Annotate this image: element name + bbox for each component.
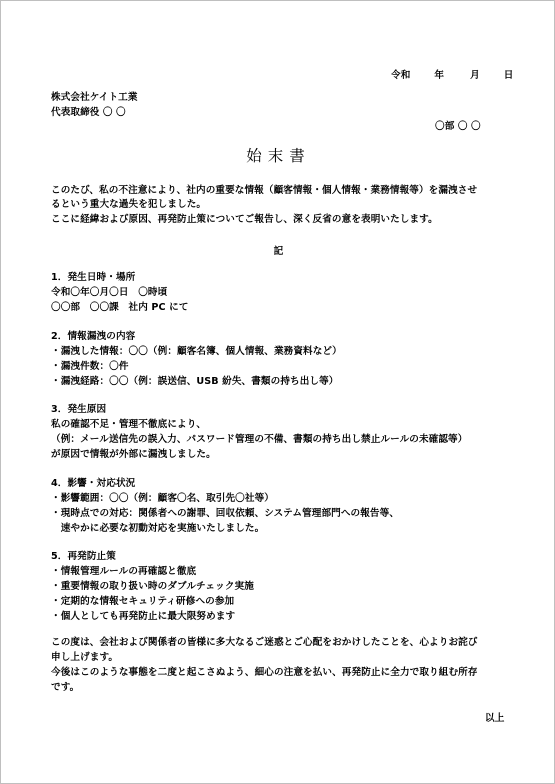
end-marker: 以上 [485, 713, 505, 724]
section-line: ・漏洩件数：〇件 [51, 361, 129, 372]
section-line: ・定期的な情報セキュリティ研修への参加 [51, 596, 235, 607]
ki-marker: 記 [273, 246, 284, 257]
section-line: ・漏洩した情報：〇〇（例：顧客名簿、個人情報、業務資料など） [51, 346, 342, 357]
section-line: ・個人としても再発防止に最大限努めます [51, 611, 236, 622]
section-line: が原因で情報が外部に漏洩しました。 [51, 449, 216, 460]
date-month: 月 [470, 70, 480, 81]
date-era: 令和 [391, 70, 411, 81]
section-line: 速やかに必要な初動対応を実施いたしました。 [51, 523, 265, 534]
section-heading: 3．発生原因 [51, 404, 107, 415]
intro-line: このたび、私の不注意により、社内の重要な情報（顧客情報・個人情報・業務情報等）を漏洩させ [51, 185, 478, 196]
section-heading: 1．発生日時・場所 [51, 272, 136, 283]
section-line: ・影響範囲：〇〇（例：顧客〇名、取引先〇社等） [51, 493, 274, 504]
closing-line: 今後はこのような事態を二度と起こさぬよう、細心の注意を払い、再発防止に全力で取り組む所存 [51, 667, 478, 678]
section-line: 〇〇部 〇〇課 社内 PC にて [51, 302, 189, 313]
section-heading: 4．影響・対応状況 [51, 478, 136, 489]
date-line [391, 70, 514, 82]
recipient-representative: 代表取締役 〇 〇 [51, 107, 126, 118]
date-year: 年 [434, 70, 445, 81]
section-line: （例：メール送信先の誤入力、パスワード管理の不備、書類の持ち出し禁止ルールの未確認等） [51, 434, 468, 445]
section-line: ・情報管理ルールの再確認と徹底 [51, 566, 197, 577]
intro-line: るという重大な過失を犯しました。 [51, 199, 207, 210]
closing-line: この度は、会社および関係者の皆様に多大なるご迷惑とご心配をおかけしたことを、心よりお詫び [51, 637, 478, 648]
section-line: ・現時点での対応：関係者への謝罪、回収依頼、システム管理部門への報告等、 [51, 508, 400, 519]
section-heading: 2．情報漏洩の内容 [51, 331, 136, 342]
sender-name: 〇部 〇 〇 [435, 121, 481, 132]
intro-line: ここに経緯および原因、再発防止策についてご報告し、深く反省の意を表明いたします。 [51, 214, 438, 225]
closing-line: 申し上げます。 [51, 652, 119, 663]
section-line: 令和〇年〇月〇日 〇時頃 [51, 287, 168, 298]
section-line: ・重要情報の取り扱い時のダブルチェック実施 [51, 581, 254, 592]
closing-line: です。 [51, 682, 80, 693]
document-title: 始末書 [246, 147, 311, 165]
section-line: 私の確認不足・管理不徹底により、 [51, 419, 207, 430]
date-day: 日 [503, 70, 514, 81]
recipient-company: 株式会社ケイト工業 [51, 92, 138, 103]
section-line: ・漏洩経路：〇〇（例：誤送信、USB 紛失、書類の持ち出し等） [51, 376, 339, 387]
section-heading: 5．再発防止策 [51, 551, 116, 562]
